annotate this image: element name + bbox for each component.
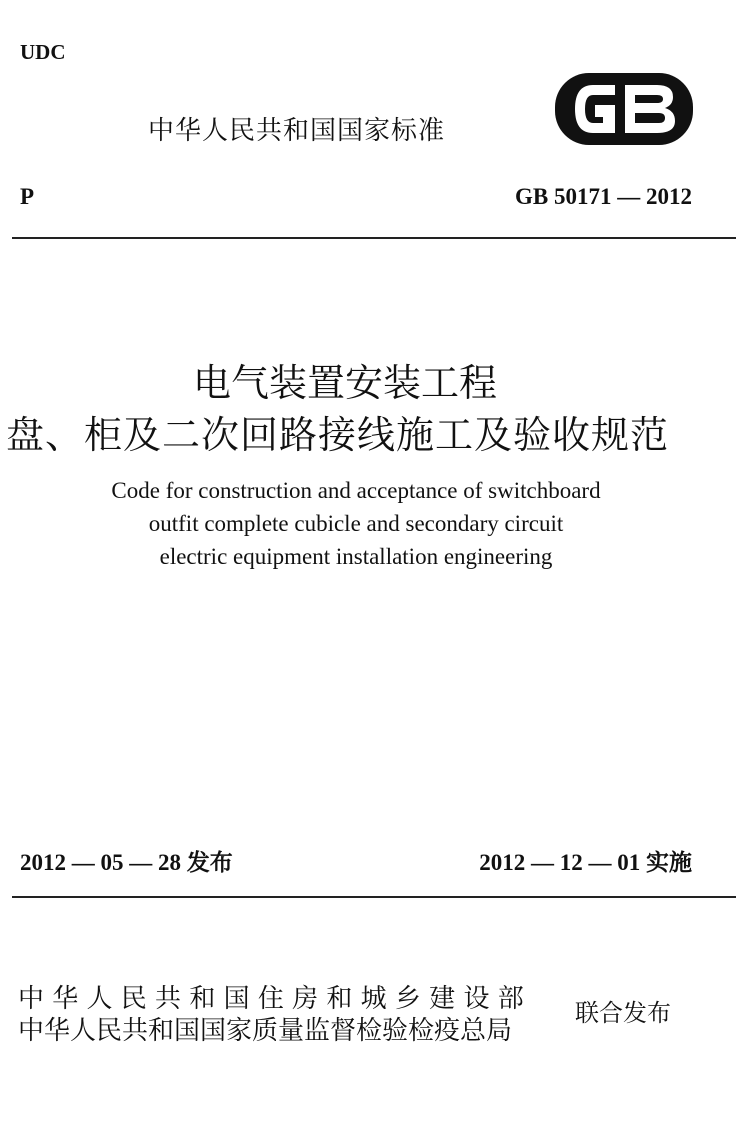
issue-date: 2012 — 05 — 28 发布 xyxy=(20,850,233,875)
gb-logo xyxy=(553,71,695,147)
standard-code: GB 50171 — 2012 xyxy=(515,184,692,209)
footer-divider xyxy=(12,896,736,898)
header-divider xyxy=(12,237,736,239)
publisher-1: 中 华 人 民 共 和 国 住 房 和 城 乡 建 设 部 xyxy=(18,984,524,1014)
english-title-line-1: Code for construction and acceptance of switchboard xyxy=(111,478,601,503)
english-title-line-3: electric equipment installation engineering xyxy=(159,544,553,569)
standard-type: 中华人民共和国国家标准 xyxy=(148,116,446,146)
publisher-2: 中华人民共和国国家质量监督检验检疫总局 xyxy=(18,1016,513,1046)
classification: P xyxy=(20,184,35,209)
title-line-2: 盘、柜及二次回路接线施工及验收规范 xyxy=(6,413,670,457)
joint-issue-label: 联合发布 xyxy=(575,999,671,1027)
udc-label: UDC xyxy=(20,40,66,64)
english-title-line-2: outfit complete cubicle and secondary circuit xyxy=(148,511,564,536)
title-line-1: 电气装置安装工程 xyxy=(192,361,497,405)
effective-date: 2012 — 12 — 01 实施 xyxy=(479,850,692,875)
